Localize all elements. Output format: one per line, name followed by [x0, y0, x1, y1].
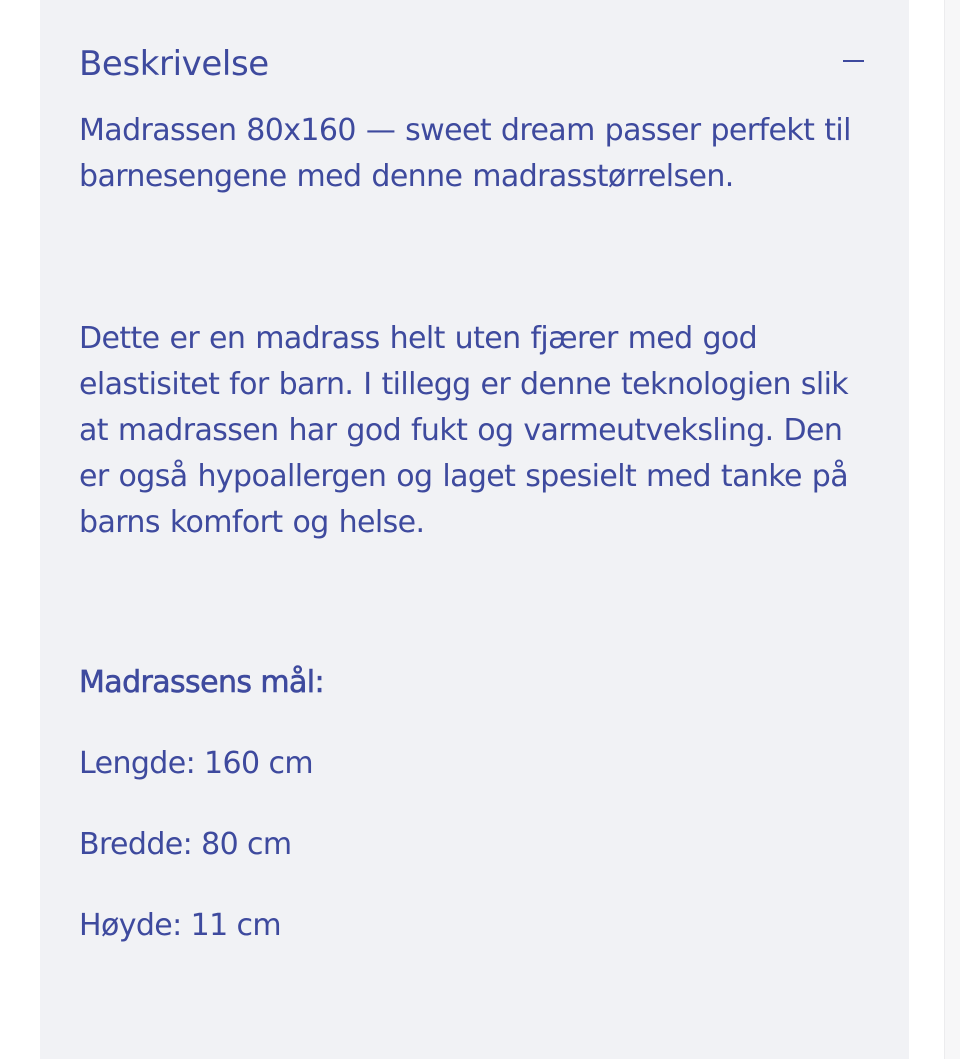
- collapse-button[interactable]: [839, 48, 869, 78]
- dimension-width: Bredde: 80 cm: [79, 827, 292, 862]
- section-title: Beskrivelse: [79, 44, 269, 84]
- dimensions-heading: Madrassens mål:: [79, 665, 324, 700]
- dimension-height: Høyde: 11 cm: [79, 908, 282, 943]
- description-details: Dette er en madrass helt uten fjærer med god elastisitet for barn. I tillegg er denne teknologien slik at madrassen har god fukt og varmeutveksling. Den er også hypoallergen og laget spesielt med tanke på barns komfort og helse.: [79, 321, 849, 540]
- accordion-header[interactable]: [79, 40, 869, 90]
- dimension-length: Lengde: 160 cm: [79, 746, 313, 781]
- description-panel: [40, 0, 909, 1059]
- description-intro: Madrassen 80x160 — sweet dream passer perfekt til barnesengene med denne madrasstørrelsen.: [79, 113, 851, 194]
- page-edge: [944, 0, 960, 1059]
- minus-icon: [843, 60, 864, 62]
